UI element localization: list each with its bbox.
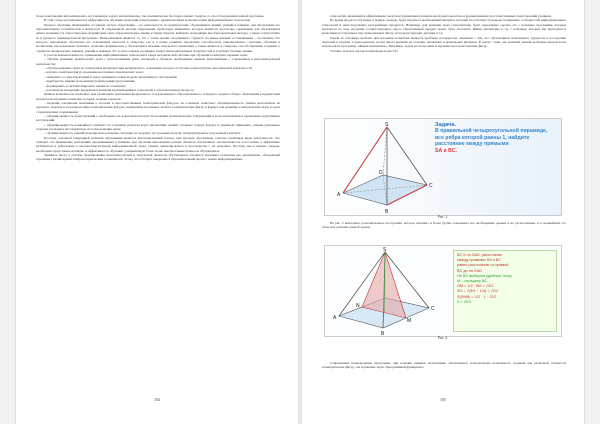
svg-text:A: A bbox=[333, 315, 337, 321]
paragraph: Данные возможности позволяют нам реализовать требования федерального государственного образовательного стандарта среднего общего образования к предметным результатам изучения геометрии, которые должны отражать: bbox=[36, 92, 280, 101]
solution-line: BC до пл.SAD. bbox=[457, 268, 483, 273]
svg-text:S: S bbox=[385, 122, 389, 128]
svg-text:N: N bbox=[356, 303, 360, 309]
paragraph: Условие задачи и чертеж изображены на рис.№1 bbox=[330, 48, 399, 53]
list-item: – формировать и систематизировать знания по геометрии; bbox=[44, 83, 126, 88]
task-heading: Задача. bbox=[435, 122, 457, 128]
paragraph: более помогающих визуализировать поставленную задачу математически, так и нематически, бесспорно являет сходную со способом решения данной проблемы. bbox=[36, 14, 265, 18]
list-item: – знакомить со существующими и уметь применять новые модели программного обеспечения; bbox=[44, 74, 178, 79]
paragraph: В этой статье рассматривается эффективность обучения геометрии в интеграции с дидактическими возможностями информационных технологий. bbox=[44, 18, 251, 23]
left-page bbox=[16, 0, 298, 424]
paragraph: Одной из основных проблем при изучении геометрии является проблема наглядности, связанная с тем, что обучающиеся испытывают трудности в построении чертежей к задачам, а преподаватель тратит много времени на создание наглядных и правильных рисунков. В связи с этим, для решения данной проблемы предлагается использовать программу «Живая математика». Например, задача на построение и изучение пространственных фигур. bbox=[322, 35, 566, 49]
figure-1-pyramid bbox=[324, 118, 562, 216]
right-page bbox=[302, 0, 584, 424]
paragraph: Современные компьютерные программы, при наличии навыков пользования, обеспечивают пользователям возможность создания как различной сложности геометрических фигур, так и решение задач. Программный функционал bbox=[322, 361, 566, 370]
svg-text:D: D bbox=[379, 170, 383, 176]
paragraph: – владение основными понятиями о плоских и пространственных геометрических фигурах, их основных свойствах; сформированность умения распознавать на чертежах, моделях и в реальном мире геометрические фигуры; применение изученных свойств геометрических фигур и формул для решения геометрических задач и задач с практическим содержанием; bbox=[36, 100, 280, 114]
paragraph: – обучить решению задач по геометрии и интерпретации метрического, основанием которого в системе работы научно-методической деятельности: bbox=[44, 66, 253, 71]
task-accent: SA и BC. bbox=[435, 147, 458, 154]
figure-1-caption: Рис. 1. bbox=[437, 215, 448, 219]
solution-line: h = √6/3 bbox=[457, 299, 471, 304]
goals-list bbox=[36, 70, 280, 92]
solution-line: BC II пл.SAD, расстояние bbox=[457, 253, 502, 257]
paragraph: С учетом вышеизложенного, применение информационных технологий в сфере методической системы при обучении геометрии сохраняет цели: bbox=[44, 53, 248, 58]
page-number: 105 bbox=[440, 397, 446, 402]
right-page-text-bottom bbox=[322, 361, 566, 370]
solution-line: Не BC выберем удобную точку bbox=[457, 273, 512, 278]
figure-2-construction bbox=[324, 245, 562, 337]
task-text bbox=[435, 122, 559, 154]
paragraph: – сформированность представлений о необходимости доказательства при обосновании математических утверждений и роли аксиоматики в проведении дедуктивных рассуждений; bbox=[36, 113, 280, 123]
solution-line: S(SMN) = 1/2 · 1 · √2/2 bbox=[457, 294, 497, 299]
paragraph: Во время процесса обучения, в первую очередь, будет изучаться необходимый материал, который способствует большему пониманию особенностей информационных технологий и непосредственно программных продуктов. Например, для решения задач стереометрии, будет предложено сделать это с помощью программы, которые изучаются по ходу изучения соответствующего курса. Программный продукт может быть GeoGebra, Живая математика и т.д. с помощью которых мы преподаем и выполняем построения и пространственных фигур, используя чертежи, рисунки и т.д. bbox=[322, 18, 566, 36]
task-line: все ребра которой равны 1, найдите bbox=[435, 134, 530, 141]
paragraph: – обучить решению практических задач с использованием длин, площадей и объемов, необходимые навыки, выполняющие с сохранением в интеллектуальной деятельности; bbox=[36, 57, 280, 66]
svg-text:C: C bbox=[429, 183, 433, 189]
paragraph: – сформированность понятийного аппарата по основным разделам курса математики; знаний основных теорем, формул и умения их применять; умения доказывать теоремы и находить нестандартные способы решения задач; bbox=[36, 122, 280, 131]
solution-line: SO = √(3/4 − 1/4) = √2/2 bbox=[457, 289, 498, 294]
right-page-text-top bbox=[322, 14, 566, 53]
solution-line: равно расстоянию от прямой bbox=[457, 263, 509, 268]
svg-text:B: B bbox=[381, 331, 385, 336]
page-number: 104 bbox=[154, 397, 160, 402]
svg-text:S: S bbox=[383, 247, 387, 253]
paragraph: Значимое место в системе формирования интеллектуальной и творческой личности обучающихся отводится изучению геометрии как дисциплины, обладающей огромным гуманитарным и мировоззренческим потенциалом. Этому способствует внедрение в образовательный процесс новых информационных bbox=[36, 153, 280, 162]
solution-line: М – середину ВС. bbox=[457, 279, 489, 284]
paragraph: технологий, являющихся эффективным средством управления познавательной деятельностью и формированием пространственных представлений учеников. bbox=[330, 14, 552, 18]
left-page-text bbox=[36, 14, 280, 162]
task-line: расстояние между прямыми bbox=[435, 141, 509, 148]
task-line: В правильной четырехугольной пирамиде, bbox=[435, 128, 548, 135]
paragraph: Процесс обучения, являющийся составной частью образования – это деятельность по приобретению обучающимся знаний, умений и навыков, для обеспечения его образовательных потребностей и интересов. В современной системе образования, происходят изменения, которые являются достаточно серьёзными для обучающихся имеют возможность самостоятельно формировать свою образовательную линию и таким образом, выбирать подходящие им образовательные методы, а также осуществлять ее в процессе индивидуальной программы. Немаловажным является то, что с точки зрения сегодняшнего студента, на менее важным составляющим – воспитание, без которого невозможно обеспечить его становление личности в обществе, где и в плане развития творческих способностей. Одновременное сочетание обучения и воспитания, как показывает практика, позволяет формировать у обучающихся желание творческого мышления, а также является и стимулом, способствующим созданию у студентов эмоционально навыков, умений и навыков. Это в свою очередь расширяет спектр интеллектуальных потребностей и углубляет базовые знания. bbox=[36, 22, 280, 53]
solution-line: ОМ = 1/2 ; SM = √3/2 bbox=[457, 284, 494, 289]
solution-box bbox=[453, 250, 557, 332]
svg-text:A: A bbox=[337, 192, 341, 198]
svg-text:C: C bbox=[431, 306, 435, 312]
list-item: – реализовать концепцию внедрения и развития мультимедийных технологий в образовательном процессе. bbox=[44, 87, 195, 92]
svg-text:M: M bbox=[407, 318, 412, 324]
paragraph: На рис. 2 выполнено дополнительное построение, которое наглядно и более удобно показывает все необходимые данные и их расположение, и в дальнейшем это облегчает решение данной задачи. bbox=[322, 221, 566, 230]
right-page-text-mid bbox=[322, 221, 566, 230]
figure-2-caption: Рис. 2. bbox=[437, 336, 448, 340]
solution-line: между прямыми SA и BC bbox=[457, 258, 502, 263]
paragraph: Поэтому, основной тенденцией развития образования является интегрированный подход, при котором образование сочетает различные виды деятельности. Это означает, что применение требований, предъявляемых к знаниям, при обучении выполнению разных объектов обеспечивает систематичность и постоянно в эффективно разбираться и действовать в высокотехнологичной информационной среде, умение ориентироваться в пространстве с их помощью. Поэтому, мы в первую очередь, необходимо представить наглядно и эффективность обучения, учитывающую более полно мыслительные процессы обучающихся. bbox=[36, 135, 280, 153]
list-item: – приобретать навыки пользования графическими программами; bbox=[44, 79, 136, 84]
paragraph: – сформированность умений моделировать реальные ситуации, исследовать построенные модели, интерпретировать полученный результат. bbox=[44, 131, 241, 136]
svg-text:B: B bbox=[385, 209, 389, 215]
list-item: – научить свойствам фигур и решения несложных практических задач; bbox=[44, 70, 144, 75]
